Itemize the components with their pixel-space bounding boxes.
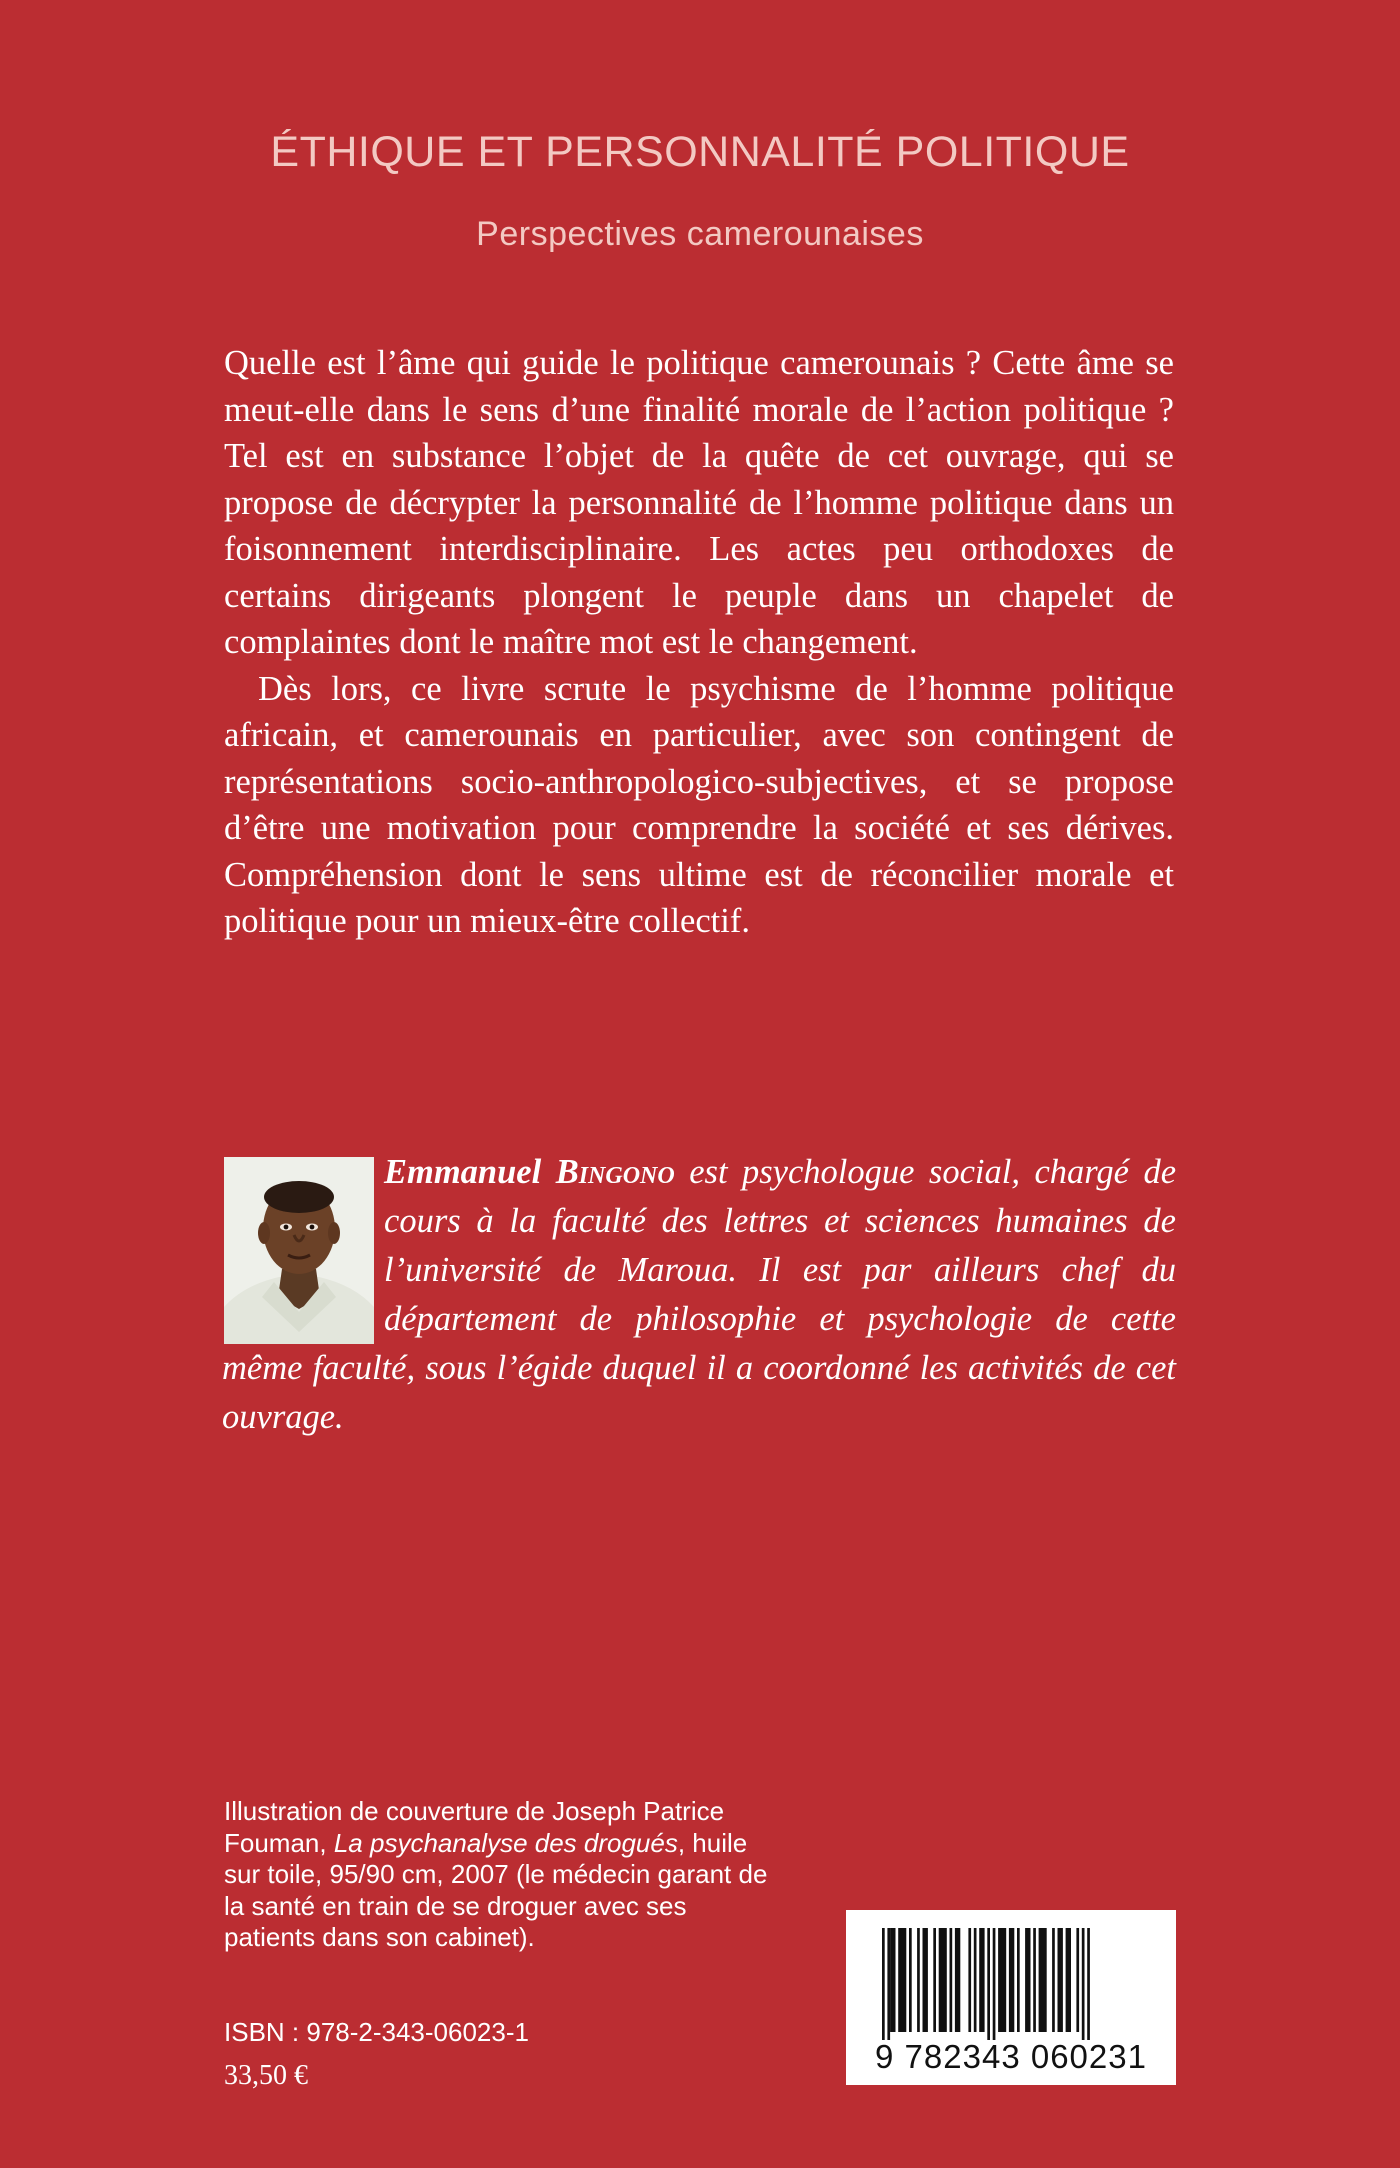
barcode-bar <box>1076 1928 1079 2032</box>
book-subtitle: Perspectives camerounaises <box>476 215 924 253</box>
credit-suffix: , huile sur toile, 95/90 cm, 2007 (le médecin garant de la santé en train de se droguer avec ses patients dans son cabinet). <box>224 1827 768 1952</box>
author-bio-text: est psychologue social, chargé de cours à la faculté des lettres et sciences humaines de l’université de Maroua. Il est par ailleurs chef du département de philosophie et psychologie de cette même faculté, sous l’égide duquel il a coordonné les activités de cet ouvrage. <box>222 1153 1177 1436</box>
barcode-bar <box>923 1928 928 2032</box>
book-title: ÉTHIQUE ET PERSONNALITÉ POLITIQUE <box>270 128 1130 176</box>
barcode-bar <box>987 1928 990 2040</box>
barcode-bar <box>1052 1928 1055 2032</box>
author-first-name: Emmanuel <box>384 1153 542 1191</box>
author-name <box>384 1153 675 1191</box>
isbn: ISBN : 978-2-343-06023-1 <box>224 2017 529 2047</box>
barcode-bar <box>882 1928 885 2040</box>
credit-work-title: La psychanalyse des drogués <box>333 1827 678 1858</box>
barcode-bar <box>1087 1928 1090 2040</box>
barcode-bar <box>887 1928 890 2040</box>
price: 33,50 € <box>224 2060 308 2091</box>
barcode-bar <box>1082 1928 1085 2040</box>
barcode-bar <box>1009 1928 1014 2032</box>
credit-prefix: Illustration de couverture de Joseph Patrice Fouman, <box>224 1796 725 1858</box>
barcode-bar <box>1039 1928 1047 2032</box>
barcode-bar <box>890 1928 895 2032</box>
cover-illustration-credit <box>224 1796 784 1954</box>
barcode-bar <box>933 1928 936 2032</box>
blurb-paragraph-1: Quelle est l’âme qui guide le politique camerounais ? Cette âme se meut-elle dans le sens d’une finalité morale de l’action politique ? Tel est en substance l’objet de la quête de cet ouvrage, qui se propose de décrypter la personnalité de l’homme politique dans un foisonnement interdisciplinaire. Les actes peu orthodoxes de certains dirigeants plongent le peuple dans un chapelet de complaintes dont le maître mot est le changement. <box>224 344 1174 661</box>
author-bio <box>222 1148 1176 1442</box>
barcode-bar <box>955 1928 960 2032</box>
barcode-bar <box>1017 1928 1020 2032</box>
barcode-bar <box>1025 1928 1030 2032</box>
barcode-bar <box>968 1928 971 2032</box>
barcode-bar <box>939 1928 947 2032</box>
barcode-bar <box>979 1928 984 2032</box>
barcode-bar <box>974 1928 977 2032</box>
photo-spacer <box>222 1148 384 1344</box>
barcode-bar <box>950 1928 953 2032</box>
barcode-bar <box>1058 1928 1063 2032</box>
barcode-bar <box>909 1928 912 2032</box>
author-last-name: Bingono <box>555 1153 675 1191</box>
barcode-bar <box>998 1928 1006 2032</box>
blurb-paragraph-2: Dès lors, ce livre scrute le psychisme de l’homme politique africain, et camerounais en particulier, avec son contingent de représentations socio-anthropologico-subjectives, et se propose d’être une motivation pour comprendre la société et ses dérives. Compréhension dont le sens ultime est de réconcilier morale et politique pour un mieux-être collectif. <box>224 669 1174 940</box>
barcode <box>846 1910 1176 2085</box>
barcode-bar <box>1066 1928 1071 2032</box>
barcode-bar <box>898 1928 906 2032</box>
blurb <box>224 340 1174 945</box>
barcode-bar <box>1033 1928 1036 2032</box>
barcode-bar <box>993 1928 996 2040</box>
barcode-bar <box>917 1928 920 2032</box>
barcode-digits: 9 782343 060231 <box>875 2038 1147 2075</box>
